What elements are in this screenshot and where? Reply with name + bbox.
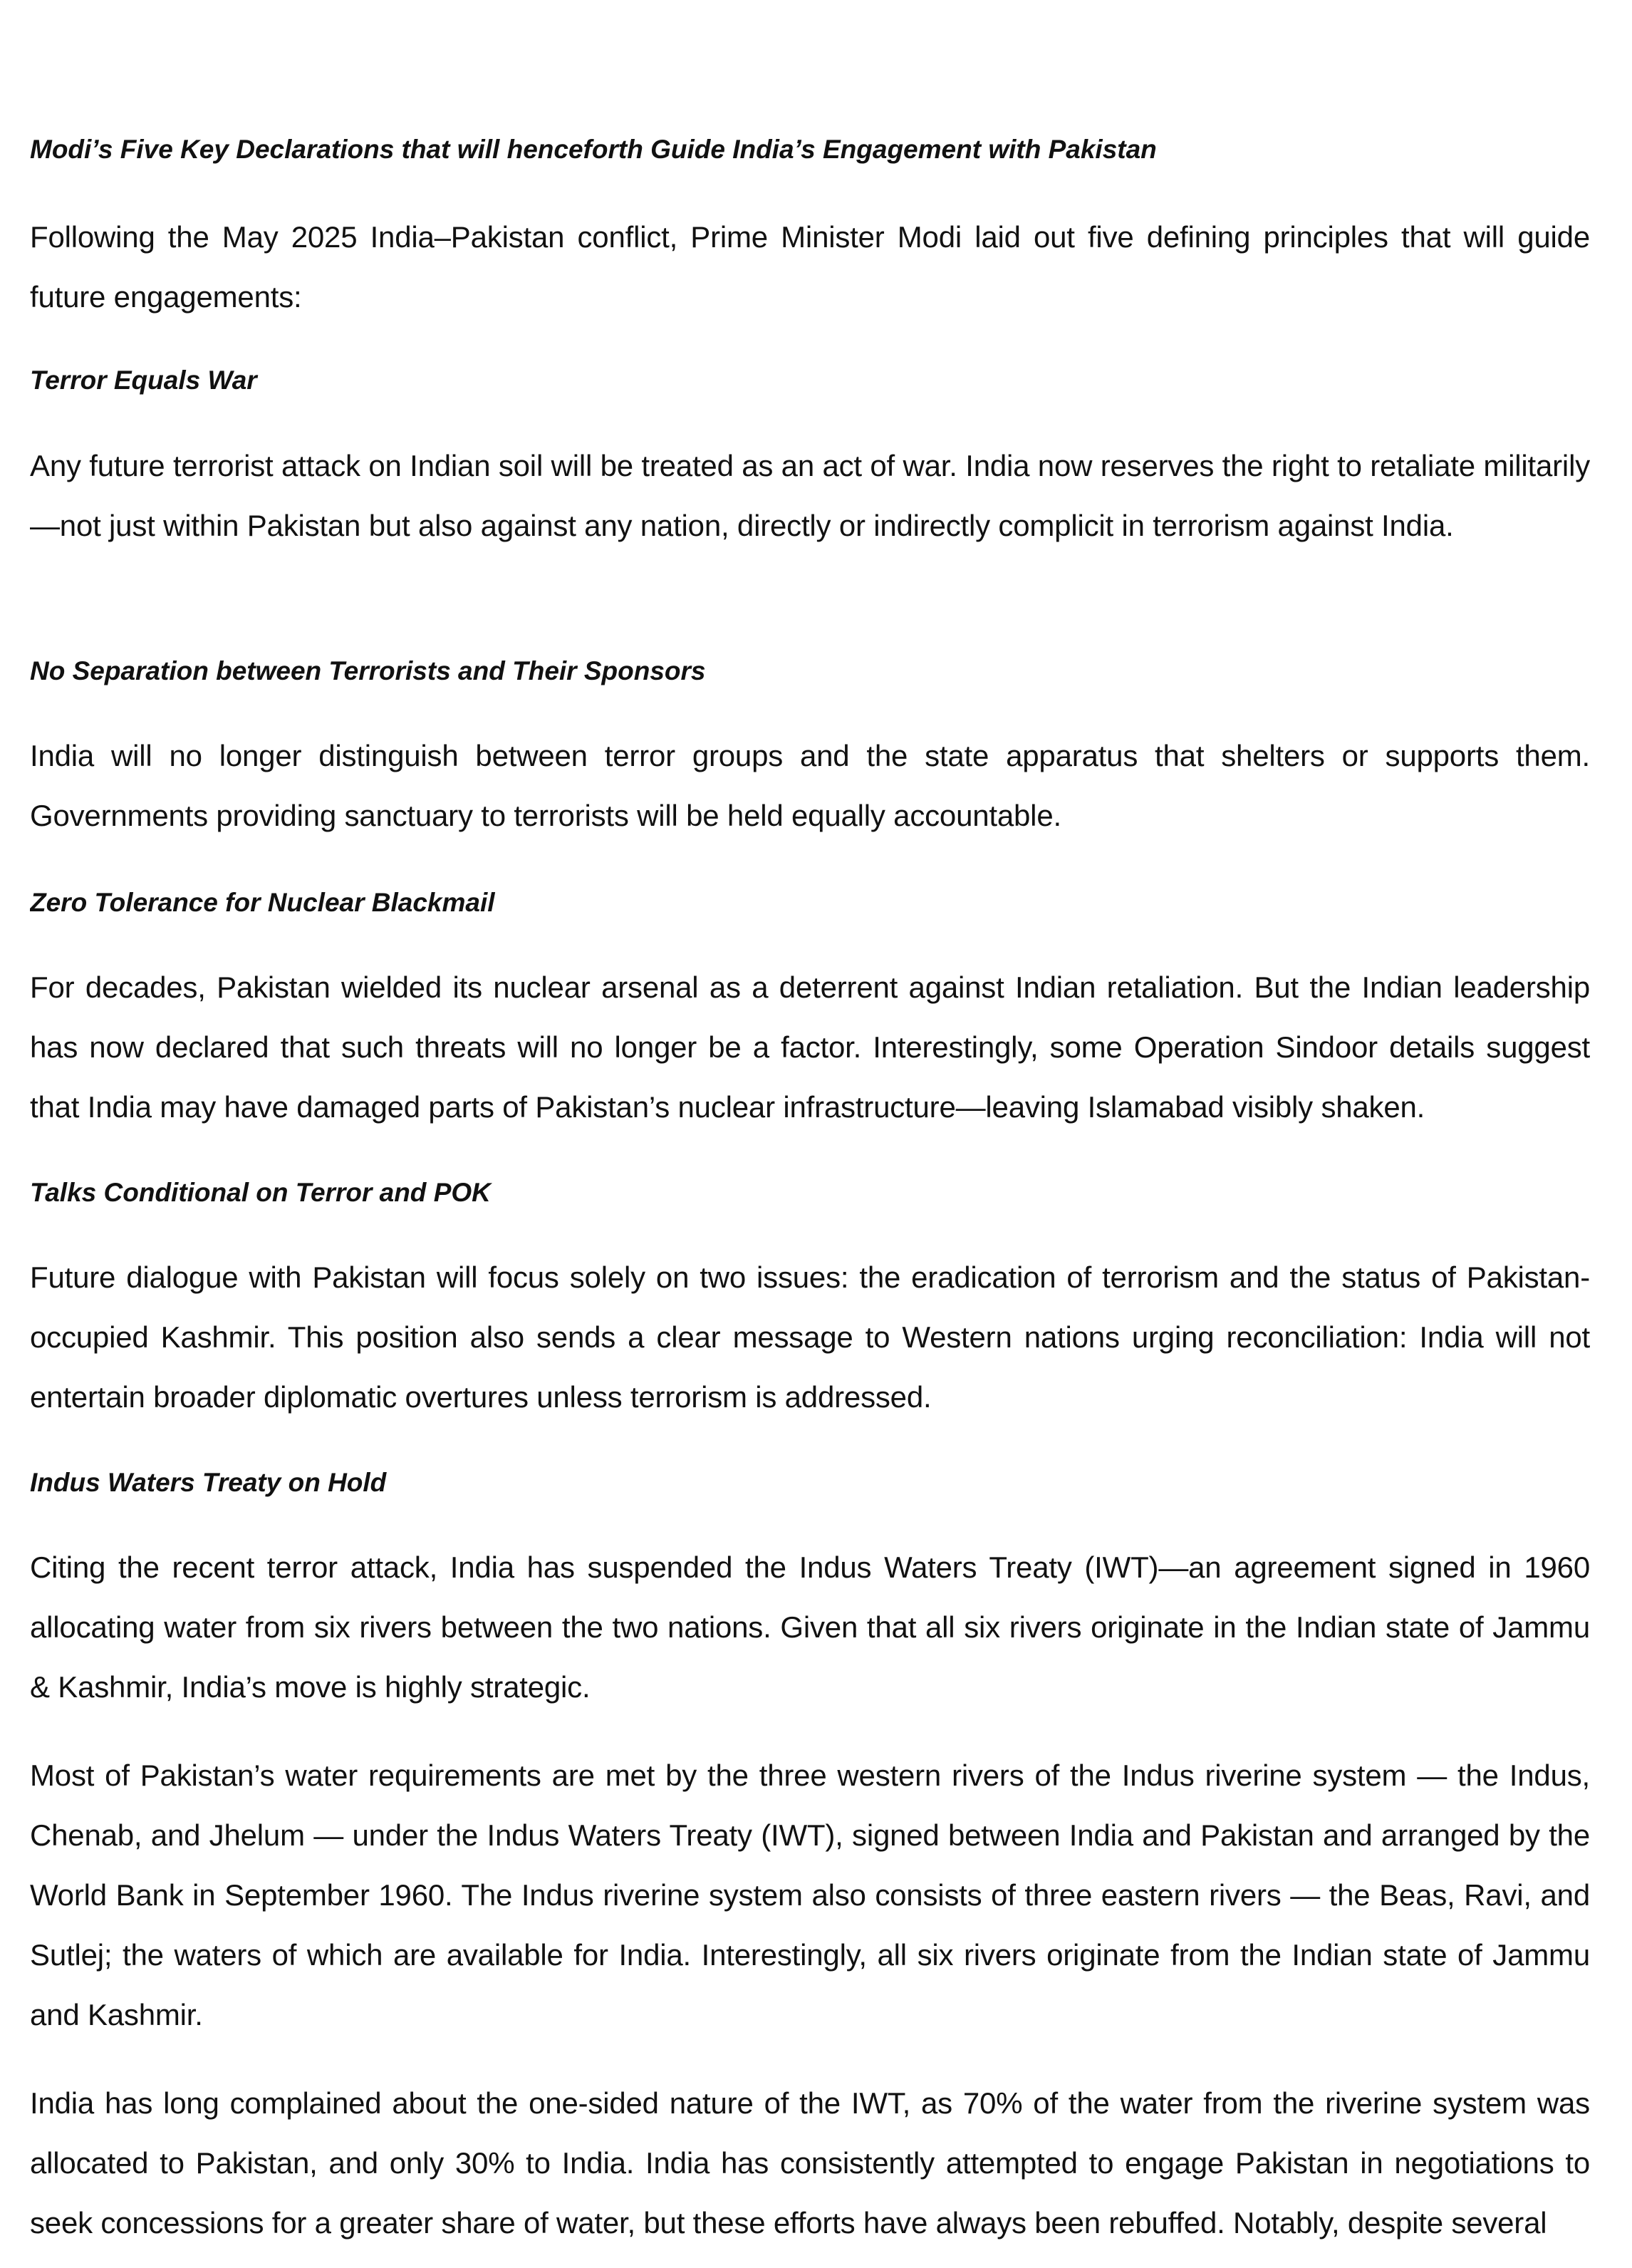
section-paragraph: For decades, Pakistan wielded its nuclear arsenal as a deterrent against Indian retaliation. But the Indian leadership has now declared that such threats will no longer be a factor. Interestingly, some Operation Sindoor details suggest that India may have damaged parts of Pakistan’s nuclear infrastructure—leaving Islamabad visibly shaken. (30, 970, 1590, 1124)
document-page (30, 0, 1590, 2268)
section-heading-talks-conditional: Talks Conditional on Terror and POK (30, 1178, 491, 1207)
section-heading-nuclear-blackmail: Zero Tolerance for Nuclear Blackmail (30, 888, 495, 917)
section-heading-terror-equals-war: Terror Equals War (30, 366, 257, 395)
section-paragraph: India will no longer distinguish between terror groups and the state apparatus that shelters or supports them. Governments providing sanctuary to terrorists will be held equally accountable. (30, 739, 1590, 832)
section-paragraph: Citing the recent terror attack, India has suspended the Indus Waters Treaty (IWT)—an agreement signed in 1960 allocating water from six rivers between the two nations. Given that all six rivers originate in the Indian state of Jammu & Kashmir, India’s move is highly strategic. (30, 1550, 1590, 1704)
section-paragraph: India has long complained about the one-sided nature of the IWT, as 70% of the water from the riverine system was allocated to Pakistan, and only 30% to India. India has consistently attempted to engage Pakistan in negotiations to seek concessions for a greater share of water, but these efforts have always been rebuffed. Notably, despite several (30, 2086, 1590, 2239)
section-paragraph: Any future terrorist attack on Indian soil will be treated as an act of war. India now reserves the right to retaliate militarily—not just within Pakistan but also against any nation, directly or indirectly complicit in terrorism against India. (30, 449, 1590, 542)
section-paragraph: Future dialogue with Pakistan will focus solely on two issues: the eradication of terrorism and the status of Pakistan-occupied Kashmir. This position also sends a clear message to Western nations urging reconciliation: India will not entertain broader diplomatic overtures unless terrorism is addressed. (30, 1260, 1590, 1414)
page-title: Modi’s Five Key Declarations that will henceforth Guide India’s Engagement with Pakistan (30, 135, 1157, 164)
section-heading-indus-waters: Indus Waters Treaty on Hold (30, 1468, 387, 1497)
intro-paragraph: Following the May 2025 India–Pakistan conflict, Prime Minister Modi laid out five defining principles that will guide future engagements: (30, 220, 1590, 314)
section-paragraph: Most of Pakistan’s water requirements are met by the three western rivers of the Indus riverine system — the Indus, Chenab, and Jhelum — under the Indus Waters Treaty (IWT), signed between India and Pakistan and arranged by the World Bank in September 1960. The Indus riverine system also consists of three eastern rivers — the Beas, Ravi, and Sutlej; the waters of which are available for India. Interestingly, all six rivers originate from the Indian state of Jammu and Kashmir. (30, 1759, 1590, 2031)
section-heading-no-separation: No Separation between Terrorists and Their Sponsors (30, 656, 706, 685)
